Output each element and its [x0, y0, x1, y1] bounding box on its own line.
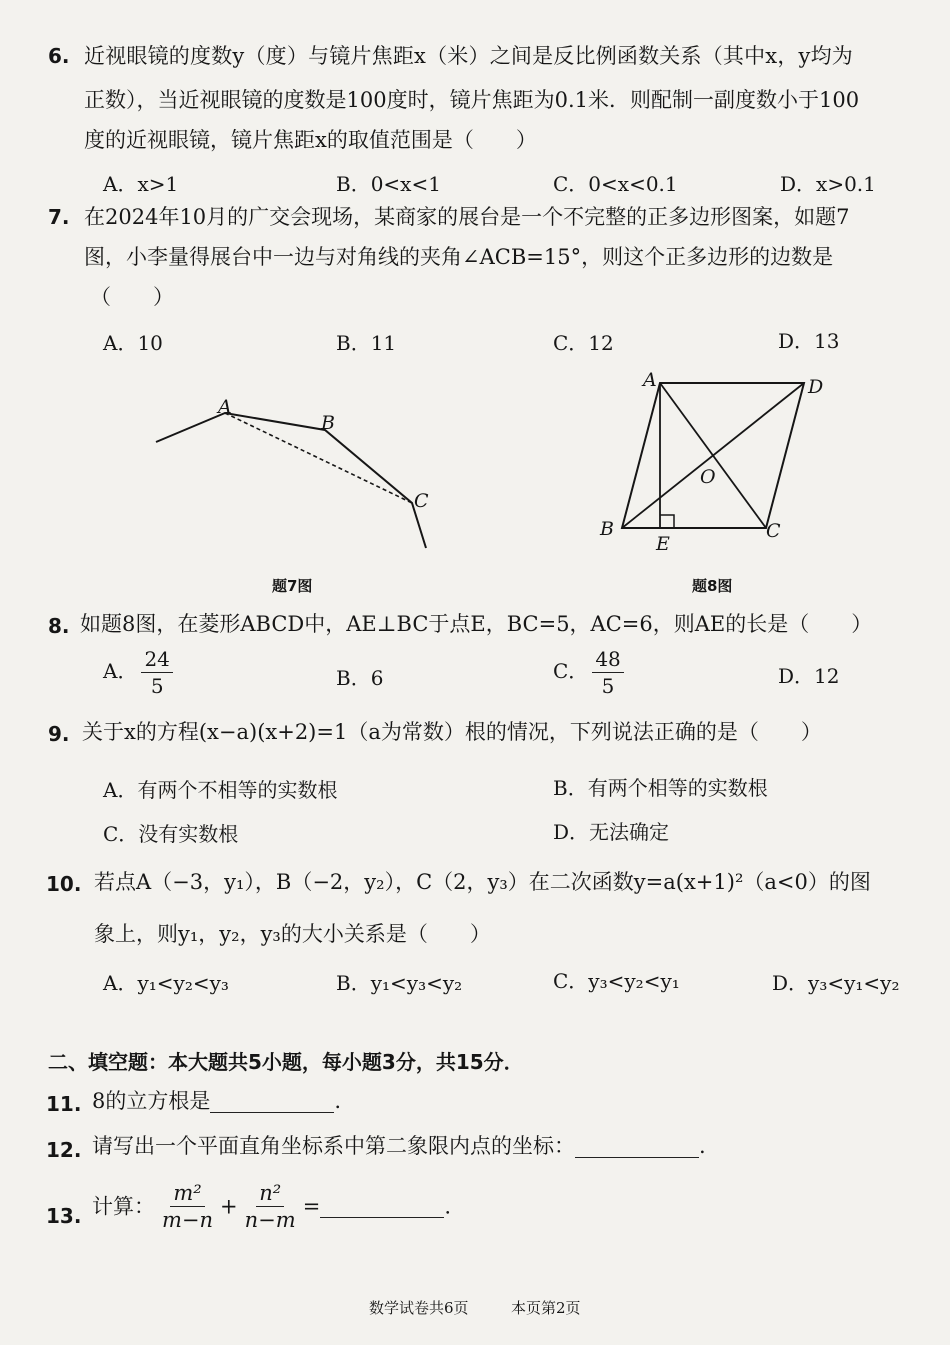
q7-line-2: 图，小李量得展台中一边与对角线的夹角∠ACB=15°，则这个正多边形的边数是 — [84, 245, 834, 269]
q8-option-a-denominator: 5 — [150, 674, 164, 698]
q9-option-d: D．无法确定 — [553, 820, 670, 844]
label-c: C — [414, 490, 429, 512]
q11-end: . — [334, 1089, 342, 1113]
q9-option-c: C．没有实数根 — [103, 822, 239, 846]
q12-line — [92, 1134, 706, 1158]
q6-line-1: 近视眼镜的度数y（度）与镜片焦距x（米）之间是反比例函数关系（其中x，y均为 — [84, 44, 854, 68]
q8-number: 8. — [48, 614, 70, 638]
q11-line — [92, 1089, 341, 1113]
q7-option-c: C．12 — [553, 331, 614, 355]
q13-number: 13. — [46, 1204, 82, 1228]
q10-line-1: 若点A（−3，y₁），B（−2，y₂），C（2，y₃）在二次函数y=a(x+1)²（a<0）的图 — [94, 870, 871, 894]
diagonal-bd — [622, 383, 804, 528]
q10-option-d: D．y₃<y₁<y₂ — [772, 971, 900, 995]
q13-fraction-2-numerator: n² — [256, 1182, 284, 1207]
q13-fraction-2-denominator: n−m — [244, 1208, 296, 1232]
q10-option-a: A．y₁<y₂<y₃ — [103, 971, 229, 995]
q8-text: 如题8图，在菱形ABCD中，AE⊥BC于点E，BC=5，AC=6，则AE的长是（ ） — [80, 612, 873, 636]
q13-line — [92, 1182, 451, 1231]
figure-8-caption: 题8图 — [692, 577, 733, 595]
figure-8 — [590, 365, 850, 560]
q10-line-2: 象上，则y₁，y₂，y₃的大小关系是（ ） — [94, 922, 491, 946]
label-o: O — [700, 466, 716, 488]
q9-option-a: A．有两个不相等的实数根 — [103, 778, 338, 802]
q8-option-c — [553, 648, 628, 697]
q10-number: 10. — [46, 872, 82, 896]
polygon-edges — [156, 413, 426, 548]
q6-option-d: D．x>0.1 — [780, 172, 876, 196]
q7-option-b: B．11 — [336, 331, 397, 355]
label-c: C — [766, 520, 781, 542]
q7-line-1: 在2024年10月的广交会现场，某商家的展台是一个不完整的正多边形图案，如题7 — [84, 205, 850, 229]
q7-line-3: （ ） — [90, 285, 174, 309]
label-b: B — [600, 518, 614, 540]
q13-plus: + — [220, 1194, 238, 1219]
q10-option-b: B．y₁<y₃<y₂ — [336, 971, 463, 995]
q8-option-a-numerator: 24 — [141, 648, 172, 673]
label-e: E — [656, 533, 670, 555]
q12-end: . — [699, 1134, 706, 1158]
figure-7-caption: 题7图 — [272, 577, 313, 595]
q13-equals: = — [302, 1194, 321, 1219]
q9-number: 9. — [48, 722, 70, 746]
q7-option-a: A．10 — [103, 331, 163, 355]
q9-option-b: B．有两个相等的实数根 — [553, 776, 768, 800]
q7-option-d: D．13 — [778, 329, 840, 353]
label-d: D — [808, 376, 824, 398]
label-b: B — [321, 412, 335, 434]
q13-fraction-1-numerator: m² — [170, 1182, 204, 1207]
q13-prefix: 计算： — [92, 1194, 155, 1219]
q6-option-b: B．0<x<1 — [336, 172, 441, 196]
diagonal-ac — [225, 413, 412, 503]
q13-answer-blank — [320, 1195, 444, 1218]
q6-line-3: 度的近视眼镜，镜片焦距x的取值范围是（ ） — [84, 128, 537, 152]
footer-total-pages: 数学试卷共6页 — [369, 1299, 469, 1317]
q8-option-a — [103, 648, 177, 697]
q9-text: 关于x的方程(x−a)(x+2)=1（a为常数）根的情况，下列说法正确的是（ ） — [82, 720, 822, 744]
q13-end: . — [444, 1194, 451, 1219]
q11-text: 8的立方根是 — [92, 1089, 211, 1113]
q8-option-d: D．12 — [778, 664, 840, 688]
q8-option-c-fraction — [592, 648, 623, 697]
q10-option-c: C．y₃<y₂<y₁ — [553, 969, 680, 993]
q6-option-c: C．0<x<0.1 — [553, 172, 678, 196]
q11-number: 11. — [46, 1092, 82, 1116]
label-a: A — [218, 396, 232, 418]
label-a: A — [643, 369, 657, 391]
q8-option-c-prefix: C． — [553, 659, 589, 683]
q8-option-c-denominator: 5 — [601, 674, 615, 698]
q8-option-a-prefix: A． — [103, 659, 138, 683]
q13-fraction-1 — [159, 1182, 216, 1231]
q6-number: 6. — [48, 44, 70, 68]
q8-option-a-fraction — [141, 648, 172, 697]
section-2-heading: 二、填空题：本大题共5小题，每小题3分，共15分． — [48, 1050, 524, 1074]
figure-7 — [140, 385, 460, 560]
q13-fraction-1-denominator: m−n — [162, 1208, 214, 1232]
q8-option-b: B．6 — [336, 666, 384, 690]
q12-answer-blank — [575, 1135, 699, 1158]
q12-number: 12. — [46, 1138, 82, 1162]
right-angle-mark — [660, 515, 674, 528]
q6-option-a: A．x>1 — [103, 172, 179, 196]
q7-number: 7. — [48, 205, 70, 229]
q8-option-c-numerator: 48 — [592, 648, 623, 673]
footer-current-page: 本页第2页 — [511, 1299, 581, 1317]
q12-text: 请写出一个平面直角坐标系中第二象限内点的坐标： — [92, 1134, 575, 1158]
q11-answer-blank — [210, 1090, 334, 1113]
q13-fraction-2 — [242, 1182, 299, 1231]
q6-line-2: 正数），当近视眼镜的度数是100度时，镜片焦距为0.1米．则配制一副度数小于100 — [84, 88, 860, 112]
